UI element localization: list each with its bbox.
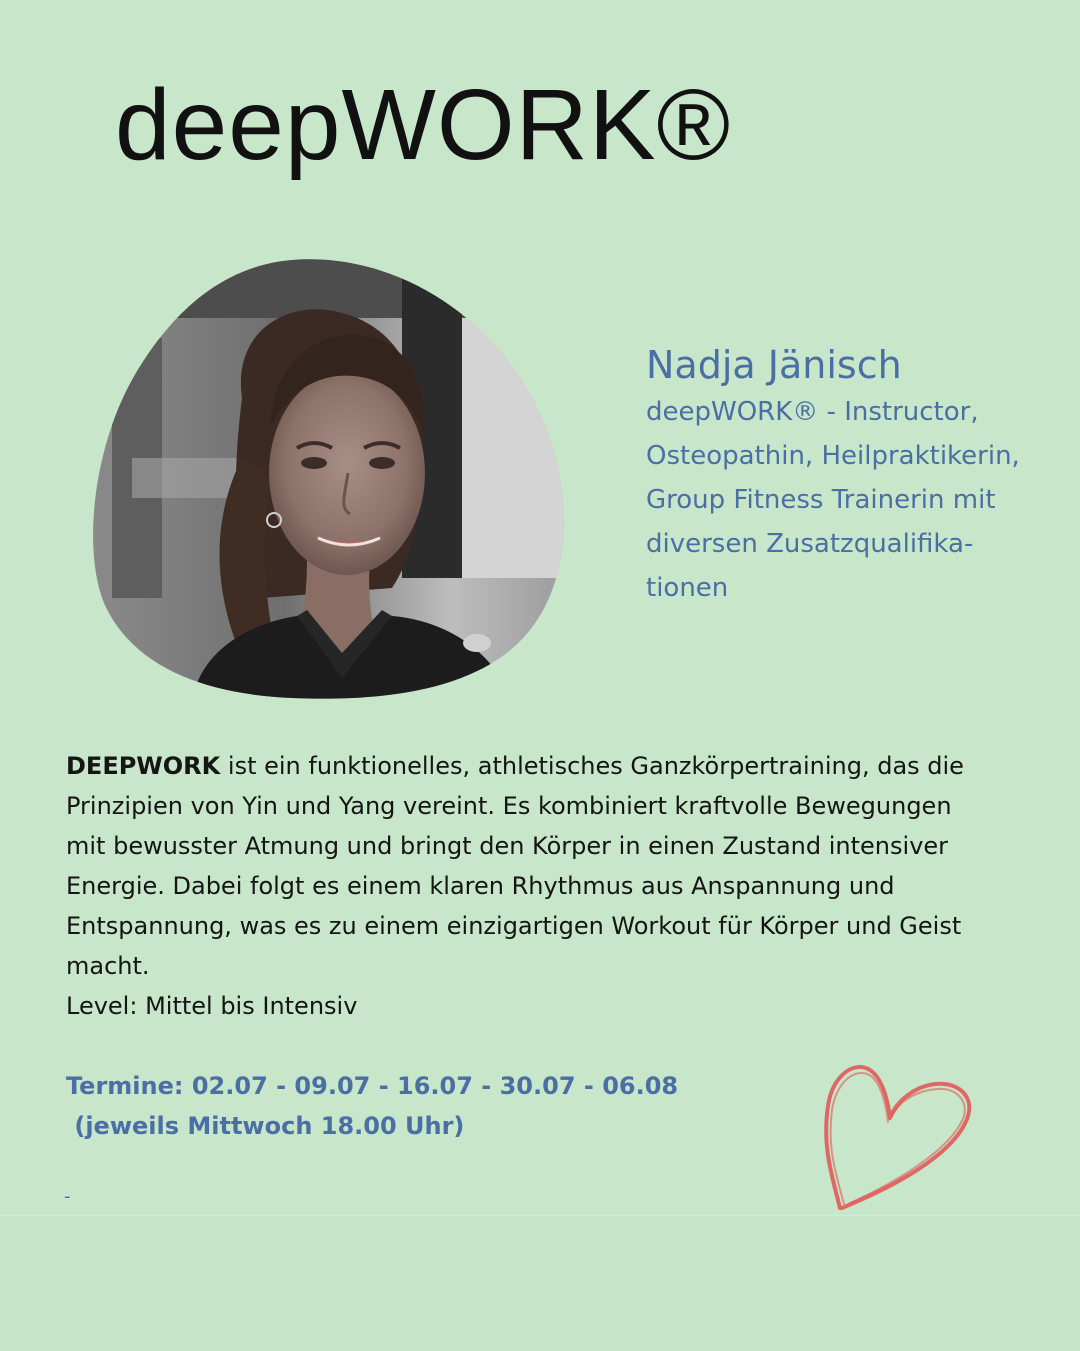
description-lead: DEEPWORK (66, 752, 221, 780)
description-body: ist ein funktionelles, athletisches Ganzkörpertraining, das die Prinzipien von Yin und Yang vereint. Es kombiniert kraftvolle Bewegungen mit bewusster Atmung und bringt den Körper in einen Zustand intensiver Energie. Dabei folgt es einem klaren Rhythmus aus Anspannung und Entspannung, was es zu einem einzigartigen Workout für Körper und Geist macht. (66, 752, 964, 980)
page-title: deepWORK® (115, 69, 732, 181)
bottom-band (0, 1215, 1080, 1351)
instructor-photo (92, 258, 572, 700)
footer-mark: - (64, 1186, 71, 1207)
instructor-info (646, 340, 1066, 610)
class-level: Level: Mittel bis Intensiv (66, 992, 358, 1020)
instructor-name: Nadja Jänisch (646, 343, 902, 387)
heart-icon (818, 1056, 982, 1216)
instructor-role: deepWORK® - Instructor, Osteopathin, Heilpraktikerin, Group Fitness Trainerin mit diversen Zusatzqualifika- tionen (646, 397, 1020, 603)
schedule-time: (jeweils Mittwoch 18.00 Uhr) (66, 1112, 465, 1140)
schedule (66, 1066, 678, 1146)
class-description (66, 746, 1026, 986)
schedule-dates: Termine: 02.07 - 09.07 - 16.07 - 30.07 - 06.08 (66, 1072, 679, 1100)
